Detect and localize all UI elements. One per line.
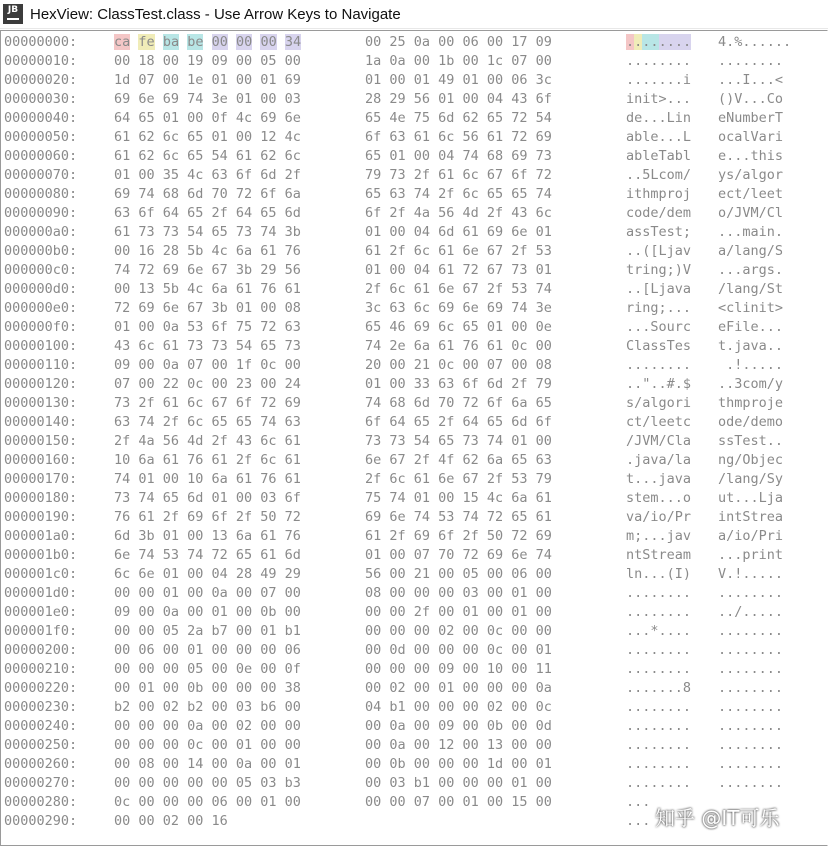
- hex-row-address: 00000040:: [4, 110, 78, 126]
- hex-row-ascii-left: m;...jav: [626, 528, 692, 544]
- hex-row-bytes-left: 69 6e 69 74 3e 01 00 03: [114, 91, 301, 107]
- hex-row-bytes-right: 6e 67 2f 4f 62 6a 65 63: [365, 452, 552, 468]
- hex-row-ascii-right: 4.%......: [718, 34, 792, 50]
- window-title: HexView: ClassTest.class - Use Arrow Keys to Navigate: [30, 5, 401, 23]
- magic-char: .: [658, 34, 667, 50]
- hex-row-ascii-left: [626, 33, 710, 52]
- hex-row-bytes-left: 6d 3b 01 00 13 6a 61 76: [114, 528, 301, 544]
- hex-row-ascii-left: tring;)V: [626, 262, 692, 278]
- hex-row-ascii-left: ........: [626, 53, 692, 69]
- magic-char: .: [650, 34, 659, 50]
- hex-row-bytes-left: 00 18 00 19 09 00 05 00: [114, 53, 301, 69]
- hex-row-address: 000000d0:: [4, 281, 78, 297]
- hex-row-bytes-right: 2f 6c 61 6e 67 2f 53 79: [365, 471, 552, 487]
- hex-row-ascii-right: ........: [718, 623, 784, 639]
- magic-byte: 34: [284, 34, 302, 50]
- hex-row-bytes-left: 00 00 00 05 00 0e 00 0f: [114, 661, 301, 677]
- hex-row-bytes-right: 3c 63 6c 69 6e 69 74 3e: [365, 300, 552, 316]
- hex-row-address: 00000060:: [4, 148, 78, 164]
- hex-row-bytes-right: 01 00 33 63 6f 6d 2f 79: [365, 376, 552, 392]
- hex-row-address: 00000000:: [4, 34, 78, 50]
- hex-row-bytes-right: 74 2e 6a 61 76 61 0c 00: [365, 338, 552, 354]
- hex-row-address: 00000010:: [4, 53, 78, 69]
- hex-row-address: 00000230:: [4, 699, 78, 715]
- hex-row-ascii-right: ........: [718, 756, 784, 772]
- hex-row-ascii-right: ........: [718, 737, 784, 753]
- hex-row-ascii-left: ..[Ljava: [626, 281, 692, 297]
- hex-row-address: 00000110:: [4, 357, 78, 373]
- hex-row-ascii-right: o/JVM/Cl: [718, 205, 784, 221]
- hex-row-bytes-right: 01 00 04 6d 61 69 6e 01: [365, 224, 552, 240]
- hex-row-ascii-left: assTest;: [626, 224, 692, 240]
- app-icon-bar: [7, 18, 19, 20]
- hex-row-bytes-left: 00 00 00 0c 00 01 00 00: [114, 737, 301, 753]
- hex-row-address: 000001e0:: [4, 604, 78, 620]
- hex-row-ascii-left: .......8: [626, 680, 692, 696]
- hex-row-bytes-left: 00 01 00 0b 00 00 00 38: [114, 680, 301, 696]
- hex-row-ascii-right: ........: [718, 585, 784, 601]
- hex-row-bytes-left: 73 74 65 6d 01 00 03 6f: [114, 490, 301, 506]
- hex-row-address: 000000f0:: [4, 319, 78, 335]
- hex-row-bytes-right: 00 0a 00 09 00 0b 00 0d: [365, 718, 552, 734]
- hex-row-ascii-right: ...args.: [718, 262, 784, 278]
- hex-row-address: 00000290:: [4, 813, 78, 829]
- hex-row-ascii-right: ...print: [718, 547, 784, 563]
- hex-row-bytes-right: 00 25 0a 00 06 00 17 09: [365, 34, 552, 50]
- hex-row-bytes-right: 00 0a 00 12 00 13 00 00: [365, 737, 552, 753]
- hex-row-ascii-left: ........: [626, 775, 692, 791]
- hex-row-ascii-right: ng/Objec: [718, 452, 784, 468]
- magic-char: .: [674, 34, 683, 50]
- magic-char: .: [682, 34, 692, 50]
- hex-row-address: 000001f0:: [4, 623, 78, 639]
- hex-row-ascii-right: ut...Lja: [718, 490, 784, 506]
- hex-row-ascii-right: ocalVari: [718, 129, 784, 145]
- hex-row-ascii-left: s/algori: [626, 395, 692, 411]
- hex-row-bytes-right: 65 63 74 2f 6c 65 65 74: [365, 186, 552, 202]
- hex-row-bytes-right: 61 2f 6c 61 6e 67 2f 53: [365, 243, 552, 259]
- hex-row-bytes-left: 2f 4a 56 4d 2f 43 6c 61: [114, 433, 301, 449]
- magic-byte: 00: [211, 34, 228, 50]
- hex-row-bytes-right: 2f 6c 61 6e 67 2f 53 74: [365, 281, 552, 297]
- hex-row-ascii-right: /lang/Sy: [718, 471, 784, 487]
- hex-row-bytes-left: 1d 07 00 1e 01 00 01 69: [114, 72, 301, 88]
- hex-row-bytes-left: 69 74 68 6d 70 72 6f 6a: [114, 186, 301, 202]
- hex-row-ascii-right: a/io/Pri: [718, 528, 784, 544]
- hex-row-bytes-right: 6f 64 65 2f 64 65 6d 6f: [365, 414, 552, 430]
- hex-row-ascii-left: code/dem: [626, 205, 692, 221]
- hex-row-bytes-left: 63 6f 64 65 2f 64 65 6d: [114, 205, 301, 221]
- hex-row-bytes-left: 00 00 00 00 00 05 03 b3: [114, 775, 301, 791]
- hex-row-bytes-right: 65 01 00 04 74 68 69 73: [365, 148, 552, 164]
- hex-row-bytes-right: 6f 63 61 6c 56 61 72 69: [365, 129, 552, 145]
- hex-row-ascii-right: ........: [718, 775, 784, 791]
- hex-row-ascii-left: ..5Lcom/: [626, 167, 692, 183]
- hex-row-bytes-left: 09 00 0a 00 01 00 0b 00: [114, 604, 301, 620]
- hex-row-bytes-left: 00 08 00 14 00 0a 00 01: [114, 756, 301, 772]
- hex-row-bytes-left: 07 00 22 0c 00 23 00 24: [114, 376, 301, 392]
- hex-row-bytes-right: 79 73 2f 61 6c 67 6f 72: [365, 167, 552, 183]
- hex-row-bytes-right: 00 00 2f 00 01 00 01 00: [365, 604, 552, 620]
- title-bar[interactable]: [0, 0, 828, 29]
- hex-row-address: 00000090:: [4, 205, 78, 221]
- hex-row-ascii-left: init>...: [626, 91, 692, 107]
- hex-row-ascii-right: .!.....: [718, 357, 784, 373]
- hex-row-bytes-right: 28 29 56 01 00 04 43 6f: [365, 91, 552, 107]
- hex-row-ascii-left: /JVM/Cla: [626, 433, 692, 449]
- app-icon: [3, 4, 23, 24]
- hex-row-address: 000000c0:: [4, 262, 78, 278]
- hex-row-bytes-left: 00 00 05 2a b7 00 01 b1: [114, 623, 301, 639]
- hex-row-address: 00000120:: [4, 376, 78, 392]
- hex-row-bytes-right: 73 73 54 65 73 74 01 00: [365, 433, 552, 449]
- hex-row-ascii-right: thmproje: [718, 395, 784, 411]
- hex-row-ascii-right: ...I...<: [718, 72, 784, 88]
- hex-row-ascii-right: ../.....: [718, 604, 784, 620]
- hex-row-ascii-left: ........: [626, 718, 692, 734]
- hex-row-bytes-right: 65 46 69 6c 65 01 00 0e: [365, 319, 552, 335]
- hex-row-bytes-left: 0c 00 00 00 06 00 01 00: [114, 794, 301, 810]
- hex-row-ascii-left: stem...o: [626, 490, 692, 506]
- hex-row-bytes-right: 00 0d 00 00 00 0c 00 01: [365, 642, 552, 658]
- hex-row-bytes-right: 69 6e 74 53 74 72 65 61: [365, 509, 552, 525]
- hex-row-address: 000000e0:: [4, 300, 78, 316]
- hex-row-ascii-right: <clinit>: [718, 300, 784, 316]
- magic-byte: be: [187, 34, 204, 50]
- hex-row-ascii-right: ect/leet: [718, 186, 784, 202]
- hex-row-address: 00000140:: [4, 414, 78, 430]
- hex-row-ascii-left: ........: [626, 699, 692, 715]
- hex-row-bytes-left: 76 61 2f 69 6f 2f 50 72: [114, 509, 301, 525]
- hex-row-bytes-left: 00 00 00 0a 00 02 00 00: [114, 718, 301, 734]
- hex-row-bytes-left: b2 00 02 b2 00 03 b6 00: [114, 699, 301, 715]
- hex-row-ascii-left: ClassTes: [626, 338, 692, 354]
- hex-row-address: 00000200:: [4, 642, 78, 658]
- hex-row-bytes-left: 00 13 5b 4c 6a 61 76 61: [114, 281, 301, 297]
- hex-row-bytes-right: 00 02 00 01 00 00 00 0a: [365, 680, 552, 696]
- hex-row-ascii-left: ...Sourc: [626, 319, 692, 335]
- hex-row-bytes-right: 01 00 04 61 72 67 73 01: [365, 262, 552, 278]
- hex-row-bytes-right: 1a 0a 00 1b 00 1c 07 00: [365, 53, 552, 69]
- magic-byte: ba: [162, 34, 180, 50]
- hex-row-ascii-left: va/io/Pr: [626, 509, 692, 525]
- magic-char: .: [642, 34, 651, 50]
- hex-row-address: 00000180:: [4, 490, 78, 506]
- hex-row-bytes-left: 74 01 00 10 6a 61 76 61: [114, 471, 301, 487]
- hex-row-address: 000001a0:: [4, 528, 78, 544]
- hex-row-ascii-left: .......i: [626, 72, 692, 88]
- hex-row-bytes-left: 73 2f 61 6c 67 6f 72 69: [114, 395, 301, 411]
- hex-row-bytes-left: 61 62 6c 65 54 61 62 6c: [114, 148, 301, 164]
- hex-row-bytes-right: 04 b1 00 00 00 02 00 0c: [365, 699, 552, 715]
- hex-row-ascii-right: V.!.....: [718, 566, 784, 582]
- hex-row-bytes-left: 01 00 35 4c 63 6f 6d 2f: [114, 167, 301, 183]
- hex-row-ascii-left: ........: [626, 604, 692, 620]
- hex-row-bytes-left: 63 74 2f 6c 65 65 74 63: [114, 414, 301, 430]
- hex-row-ascii-left: ........: [626, 642, 692, 658]
- hex-row-address: 00000270:: [4, 775, 78, 791]
- hex-row-ascii-left: ...: [626, 813, 651, 829]
- hex-row-bytes-left: 10 6a 61 76 61 2f 6c 61: [114, 452, 301, 468]
- magic-byte: fe: [138, 34, 155, 50]
- hex-row-ascii-right: ........: [718, 718, 784, 734]
- hex-row-address: 000000a0:: [4, 224, 78, 240]
- hex-row-bytes-right: 00 03 b1 00 00 00 01 00: [365, 775, 552, 791]
- hex-row-ascii-right: ode/demo: [718, 414, 784, 430]
- hex-row-address: 00000080:: [4, 186, 78, 202]
- hex-row-ascii-right: ........: [718, 53, 784, 69]
- hex-row-ascii-right: ........: [718, 680, 784, 696]
- hex-row-address: 00000130:: [4, 395, 78, 411]
- hex-row-bytes-left: 09 00 0a 07 00 1f 0c 00: [114, 357, 301, 373]
- hex-row-ascii-left: ct/leetc: [626, 414, 692, 430]
- hex-row-address: 00000240:: [4, 718, 78, 734]
- hex-row-bytes-right: 01 00 01 49 01 00 06 3c: [365, 72, 552, 88]
- hex-row-ascii-left: ........: [626, 661, 692, 677]
- hex-row-bytes-right: 08 00 00 00 03 00 01 00: [365, 585, 552, 601]
- hex-row-ascii-left: t...java: [626, 471, 692, 487]
- hex-row-bytes-left: 00 00 01 00 0a 00 07 00: [114, 585, 301, 601]
- hex-row-bytes-left: 74 72 69 6e 67 3b 29 56: [114, 262, 301, 278]
- hex-row-bytes-right: 74 68 6d 70 72 6f 6a 65: [365, 395, 552, 411]
- hex-row-ascii-right: intStrea: [718, 509, 784, 525]
- hex-row-ascii-left: ..([Ljav: [626, 243, 692, 259]
- hex-row-ascii-right: ........: [718, 661, 784, 677]
- hex-row-ascii-left: .."..#.$: [626, 376, 692, 392]
- hex-row-ascii-right: eNumberT: [718, 110, 784, 126]
- hex-row-ascii-left: ring;...: [626, 300, 692, 316]
- magic-byte: 00: [236, 34, 253, 50]
- hex-row-bytes-right: 75 74 01 00 15 4c 6a 61: [365, 490, 552, 506]
- hex-row-address: 000001b0:: [4, 547, 78, 563]
- hex-view-pane[interactable]: [0, 30, 828, 846]
- magic-char: .: [634, 34, 643, 50]
- hex-row-ascii-left: de...Lin: [626, 110, 692, 126]
- hex-row-ascii-left: able...L: [626, 129, 692, 145]
- hex-row-bytes-left: 43 6c 61 73 73 54 65 73: [114, 338, 301, 354]
- hex-row-bytes-left: 61 73 73 54 65 73 74 3b: [114, 224, 301, 240]
- hex-row-ascii-left: ithmproj: [626, 186, 692, 202]
- hex-row-address: 00000250:: [4, 737, 78, 753]
- magic-byte: 00: [260, 34, 277, 50]
- hex-row-address: 00000170:: [4, 471, 78, 487]
- hex-row-bytes-right: 61 2f 69 6f 2f 50 72 69: [365, 528, 552, 544]
- hex-row-bytes-right: 00 00 00 02 00 0c 00 00: [365, 623, 552, 639]
- hex-row-address: 00000070:: [4, 167, 78, 183]
- hex-row-address: 000000b0:: [4, 243, 78, 259]
- hex-row-ascii-left: ........: [626, 357, 692, 373]
- hex-row-ascii-left: ...: [626, 794, 651, 810]
- hex-row-ascii-left: ...*....: [626, 623, 692, 639]
- hex-row-bytes-left: 00 06 00 01 00 00 00 06: [114, 642, 301, 658]
- hex-row-ascii-right: e...this: [718, 148, 784, 164]
- hex-row-bytes-left: 61 62 6c 65 01 00 12 4c: [114, 129, 301, 145]
- hex-row-ascii-right: t.java..: [718, 338, 784, 354]
- magic-char: .: [626, 34, 635, 50]
- hex-row-ascii-left: ntStream: [626, 547, 692, 563]
- hex-row-address: 00000220:: [4, 680, 78, 696]
- hex-row-bytes-right: 00 00 07 00 01 00 15 00: [365, 794, 552, 810]
- hex-row-address: 00000020:: [4, 72, 78, 88]
- hex-row-bytes-right: 20 00 21 0c 00 07 00 08: [365, 357, 552, 373]
- hex-row-bytes-right: 00 0b 00 00 00 1d 00 01: [365, 756, 552, 772]
- hex-row-ascii-left: ........: [626, 756, 692, 772]
- hex-row-bytes-left: 00 00 02 00 16: [114, 813, 228, 829]
- hex-row-address: 00000150:: [4, 433, 78, 449]
- hex-row-bytes-left: 6e 74 53 74 72 65 61 6d: [114, 547, 301, 563]
- hex-row-ascii-right: ...main.: [718, 224, 784, 240]
- hex-row-address: 00000190:: [4, 509, 78, 525]
- hex-row-ascii-left: ln...(I): [626, 566, 692, 582]
- hex-row-bytes-right: 56 00 21 00 05 00 06 00: [365, 566, 552, 582]
- hex-row-address: 00000050:: [4, 129, 78, 145]
- watermark: 知乎 @IT可乐: [655, 806, 780, 830]
- hex-row-ascii-right: ys/algor: [718, 167, 784, 183]
- hex-row-address: 00000100:: [4, 338, 78, 354]
- hex-row-ascii-left: ableTabl: [626, 148, 692, 164]
- hex-row-ascii-left: ........: [626, 737, 692, 753]
- hex-row-address: 000001c0:: [4, 566, 78, 582]
- hex-row-bytes-right: 00 00 00 09 00 10 00 11: [365, 661, 552, 677]
- hex-row-ascii-left: ........: [626, 585, 692, 601]
- hex-row-ascii-right: ........: [718, 699, 784, 715]
- hex-row-bytes-left: 00 16 28 5b 4c 6a 61 76: [114, 243, 301, 259]
- hex-row-ascii-right: eFile...: [718, 319, 784, 335]
- hex-row-ascii-left: .java/la: [626, 452, 692, 468]
- hex-row-ascii-right: ..3com/y: [718, 376, 784, 392]
- hex-row-bytes-left: 72 69 6e 67 3b 01 00 08: [114, 300, 301, 316]
- hex-row-address: 00000210:: [4, 661, 78, 677]
- hex-row-ascii-right: ........: [718, 642, 784, 658]
- hex-row-address: 00000260:: [4, 756, 78, 772]
- app-icon-label: JB: [7, 5, 19, 15]
- hex-row-ascii-right: /lang/St: [718, 281, 784, 297]
- hex-row-bytes-left: 6c 6e 01 00 04 28 49 29: [114, 566, 301, 582]
- magic-byte: ca: [114, 34, 131, 50]
- hex-row-bytes-right: 6f 2f 4a 56 4d 2f 43 6c: [365, 205, 552, 221]
- hex-row-address: 00000030:: [4, 91, 78, 107]
- hex-row-bytes-left: [114, 33, 352, 52]
- hex-row-ascii-right: a/lang/S: [718, 243, 784, 259]
- hex-row-ascii-right: ()V...Co: [718, 91, 784, 107]
- magic-char: .: [666, 34, 675, 50]
- hex-row-bytes-left: 64 65 01 00 0f 4c 69 6e: [114, 110, 301, 126]
- hex-row-bytes-right: 01 00 07 70 72 69 6e 74: [365, 547, 552, 563]
- hex-row-address: 000001d0:: [4, 585, 78, 601]
- hex-row-address: 00000280:: [4, 794, 78, 810]
- hex-row-address: 00000160:: [4, 452, 78, 468]
- hex-row-bytes-right: 65 4e 75 6d 62 65 72 54: [365, 110, 552, 126]
- hex-row-bytes-left: 01 00 0a 53 6f 75 72 63: [114, 319, 301, 335]
- hex-row-ascii-right: ssTest..: [718, 433, 784, 449]
